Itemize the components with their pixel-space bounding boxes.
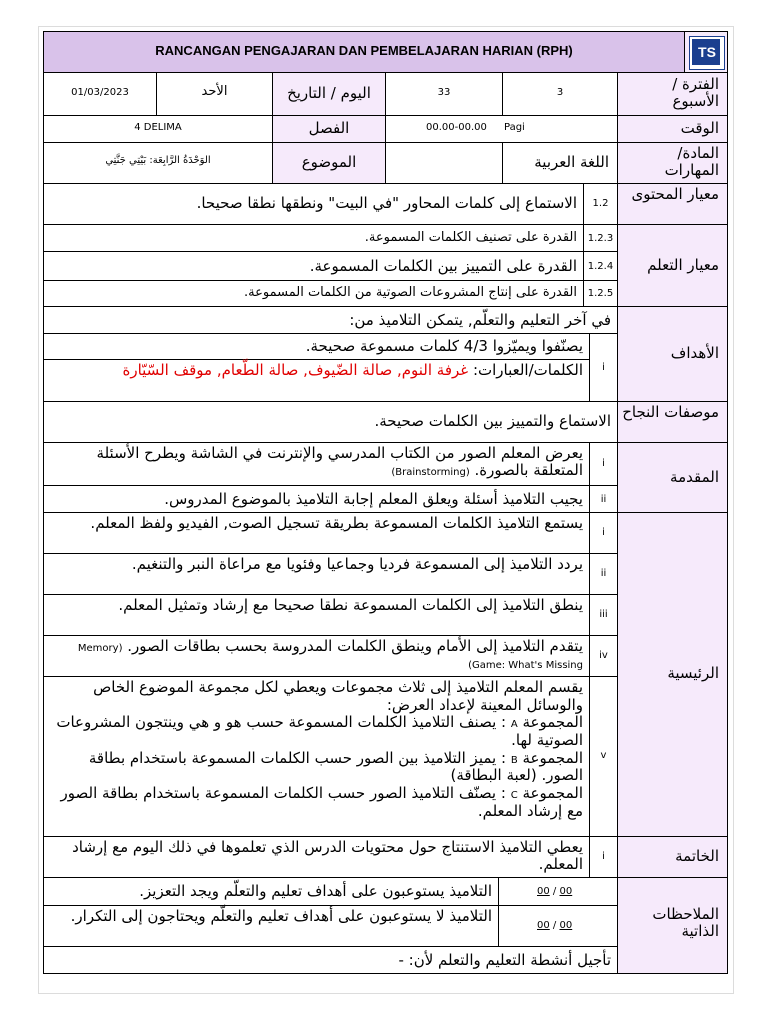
- objectives-words-cell: [43, 359, 590, 402]
- main-group-b-label: المجموعة: [522, 748, 583, 767]
- time-value-cell: [385, 115, 618, 143]
- reflection-label-cell: [617, 877, 728, 974]
- day-cell: [156, 72, 273, 116]
- page-title: RANCANGAN PENGAJARAN DAN PEMBELAJARAN HARIAN (RPH): [155, 43, 573, 58]
- reflection-row-1-text: التلاميذ يستوعبون على أهداف تعليم والتعلّم ويجد التعزيز.: [139, 882, 492, 900]
- main-item-4-text: يتقدم التلاميذ إلى الأمام وينطق الكلمات المدروسة بحسب بطاقات الصور.: [127, 637, 583, 655]
- class-label-cell: [272, 115, 386, 143]
- main-item-4-cell: [43, 635, 590, 677]
- class-label: الفصل: [308, 119, 350, 137]
- closing-text: يعطي التلاميذ الاستنتاج حول محتويات الدرس الذي تعلموها في ذلك اليوم مع إرشاد المعلم.: [72, 838, 583, 874]
- main-group-c: [48, 785, 583, 820]
- reflection-row-1-score: [537, 886, 572, 898]
- reflection-label: الملاحظات الذاتية: [652, 905, 719, 941]
- main-group-a-letter: A: [510, 719, 518, 731]
- reflection-row-2-text: التلاميذ لا يستوعبون على أهداف تعليم والتعلّم ويحتاجون إلى التكرار.: [70, 907, 492, 925]
- objectives-label: الأهداف: [670, 344, 719, 362]
- time-label-cell: [617, 115, 728, 143]
- learning-standard-row-1: [43, 224, 584, 252]
- subject-value-cell: [502, 142, 618, 184]
- main-item-4: [48, 638, 583, 673]
- week-value-2-cell: [502, 72, 618, 116]
- objectives-words-label: الكلمات/العبارات:: [472, 361, 583, 379]
- main-label: الرئيسية: [667, 664, 719, 682]
- main-num-1: i: [602, 527, 605, 538]
- reflection-row-2-text-cell: [43, 905, 499, 947]
- day-value: الأحد: [201, 84, 228, 99]
- main-group-a-label: المجموعة: [522, 713, 583, 732]
- topic-value: الوَحْدَةُ الرَّابِعَة: بَيْتِي جَنَّتِي: [105, 155, 211, 166]
- closing-label-cell: [617, 836, 728, 878]
- main-item-5-intro: يقسم المعلم التلاميذ إلى ثلاث مجموعات ويعطي لكل مجموعة الموضوع الخاص والوسائل المعينة لإعداد العرض:: [93, 678, 583, 714]
- main-num-4: iv: [599, 650, 608, 661]
- main-group-c-label: المجموعة: [522, 784, 583, 803]
- main-num-cell-4: [589, 635, 618, 677]
- content-standard-label: معيار المحتوى: [631, 185, 719, 203]
- main-num-2: ii: [600, 568, 607, 579]
- intro-item-2-cell: [43, 485, 590, 513]
- reflection-row-2-score-a: 00: [537, 920, 550, 931]
- postpone-cell: [43, 946, 618, 974]
- intro-num-cell-1: [589, 442, 618, 486]
- learning-standard-code-3: 1.2.5: [587, 288, 614, 299]
- main-item-3-text: ينطق التلاميذ إلى الكلمات المسموعة نطقا صحيحا مع إرشاد وتمثيل المعلم.: [118, 596, 583, 614]
- main-num-cell-3: [589, 594, 618, 636]
- intro-item-1-cell: [43, 442, 590, 486]
- main-item-1-cell: [43, 512, 590, 554]
- subject-label: المادة/ المهارات: [664, 144, 719, 180]
- objectives-num-cell: [589, 333, 618, 402]
- objectives-intro-cell: [43, 306, 618, 334]
- reflection-row-2-score: [537, 920, 572, 932]
- main-item-1-text: يستمع التلاميذ الكلمات المسموعة بطريقة تسجيل الصوت, الفيديو ولفظ المعلم.: [90, 514, 583, 532]
- school-logo-icon: [689, 36, 725, 70]
- closing-text-cell: [43, 836, 590, 878]
- closing-num-cell: [589, 836, 618, 878]
- main-item-3-cell: [43, 594, 590, 636]
- learning-standard-label: معيار التعلم: [647, 256, 719, 274]
- reflection-row-1-score-a: 00: [537, 886, 550, 897]
- main-item-5-cell: [43, 676, 590, 837]
- objectives-words: [48, 362, 583, 379]
- main-item-5: [48, 679, 583, 821]
- time-label: الوقت: [680, 119, 719, 137]
- intro-num-cell-2: [589, 485, 618, 513]
- main-group-c-letter: C: [510, 790, 518, 802]
- learning-standard-label-cell: [617, 224, 728, 307]
- main-group-a: [48, 714, 583, 749]
- reflection-row-2-score-b: 00: [559, 920, 573, 931]
- learning-standard-code-2: 1.2.4: [587, 261, 614, 272]
- intro-item-1-text: يعرض المعلم الصور من الكتاب المدرسي والإنترنت في الشاشة ويطرح الأسئلة المتعلقة بالصورة.: [96, 444, 583, 480]
- topic-value-cell: [43, 142, 273, 184]
- postpone-text: تأجيل أنشطة التعليم والتعلم لأن: -: [398, 951, 611, 969]
- objectives-item-number: i: [602, 362, 605, 373]
- intro-item-1: [48, 445, 583, 480]
- main-num-cell-2: [589, 553, 618, 595]
- subject-value: اللغة العربية: [534, 153, 609, 171]
- school-logo-text: TS: [698, 44, 716, 60]
- content-standard-code-cell: [583, 183, 618, 225]
- reflection-row-1-text-cell: [43, 877, 499, 906]
- success-criteria-text-cell: [43, 401, 618, 443]
- main-num-5: v: [600, 750, 607, 761]
- reflection-row-1-score-cell: [498, 877, 618, 906]
- learning-standard-code-cell-2: [583, 251, 618, 281]
- day-date-label: اليوم / التاريخ: [287, 84, 371, 102]
- time-value: 00.00-00.00: [426, 122, 487, 133]
- subject-label-cell: [617, 142, 728, 184]
- learning-standard-code-1: 1.2.3: [587, 233, 614, 244]
- learning-standard-text-1: القدرة على تصنيف الكلمات المسموعة.: [364, 230, 577, 245]
- main-group-a-text: : يصنف التلاميذ الكلمات المسموعة حسب هو و هي وينتجون المشروعات الصوتية لها.: [56, 713, 583, 750]
- week-value-1-cell: [385, 72, 503, 116]
- reflection-row-2-sep: /: [552, 920, 557, 931]
- intro-num-1: i: [602, 458, 605, 469]
- intro-label: المقدمة: [670, 468, 719, 486]
- day-date-label-cell: [272, 72, 386, 116]
- content-standard-code: 1.2: [592, 198, 609, 209]
- intro-item-1-note: (Brainstorming): [391, 467, 470, 479]
- main-group-b: [48, 750, 583, 785]
- success-criteria-label-cell: [617, 401, 728, 443]
- objectives-item-cell: [43, 333, 590, 360]
- topic-label: الموضوع: [301, 153, 357, 171]
- week-label: الفترة / الأسبوع: [672, 75, 719, 111]
- week-value-2: 3: [556, 87, 564, 98]
- intro-label-cell: [617, 442, 728, 513]
- success-criteria-text: الاستماع والتمييز بين الكلمات صحيحة.: [374, 412, 611, 430]
- main-group-c-text: : يصنّف التلاميذ الصور حسب الكلمات المسموعة باستخدام بطاقة الصور مع إرشاد المعلم.: [60, 784, 583, 820]
- main-item-2-cell: [43, 553, 590, 595]
- objectives-item-text: يصنّفوا ويميّزوا 4/3 كلمات مسموعة صحيحة.: [305, 337, 583, 355]
- reflection-row-1-sep: /: [552, 886, 557, 897]
- main-item-2-text: يردد التلاميذ إلى المسموعة فرديا وجماعيا وفئويا مع مراعاة النبر والتنغيم.: [131, 555, 583, 573]
- main-item-4-note: (Memory Game: What's Missing): [77, 643, 583, 672]
- content-standard-label-cell: [617, 183, 728, 225]
- learning-standard-text-3: القدرة على إنتاج المشروعات الصوتية من الكلمات المسموعة.: [244, 285, 577, 300]
- week-label-cell: [617, 72, 728, 116]
- objectives-label-cell: [617, 306, 728, 402]
- reflection-row-1-score-b: 00: [559, 886, 573, 897]
- content-standard-text: الاستماع إلى كلمات المحاور "في البيت" ونطقها نطقا صحيحا.: [196, 194, 577, 212]
- date-value: 01/03/2023: [71, 87, 129, 98]
- closing-label: الخاتمة: [675, 847, 719, 865]
- main-num-cell-1: [589, 512, 618, 554]
- intro-num-2: ii: [600, 494, 607, 505]
- class-value-cell: [43, 115, 273, 143]
- learning-standard-text-2: القدرة على التمييز بين الكلمات المسموعة.: [309, 257, 577, 275]
- class-value: 4 DELIMA: [134, 122, 182, 133]
- learning-standard-code-cell-1: [583, 224, 618, 252]
- time-session: Pagi: [504, 122, 525, 133]
- main-num-3: iii: [599, 609, 608, 620]
- main-num-cell-5: [589, 676, 618, 837]
- content-standard-text-cell: [43, 183, 584, 225]
- main-group-b-text: : يميز التلاميذ بين الصور حسب الكلمات المسموعة باستخدام بطاقة الصور. (لعبة البطاقة): [88, 748, 583, 785]
- main-label-cell: [617, 512, 728, 837]
- topic-label-cell: [272, 142, 386, 184]
- main-group-b-letter: B: [510, 754, 518, 766]
- intro-item-2-text: يجيب التلاميذ أسئلة ويعلق المعلم إجابة التلاميذ بالموضوع المدروس.: [164, 490, 583, 508]
- reflection-row-2-score-cell: [498, 905, 618, 947]
- learning-standard-row-3: [43, 280, 584, 307]
- header-title-cell: [43, 31, 685, 73]
- learning-standard-row-2: [43, 251, 584, 281]
- closing-num: i: [602, 851, 605, 862]
- learning-standard-code-cell-3: [583, 280, 618, 307]
- week-value-1: 33: [437, 87, 451, 98]
- success-criteria-label: موصفات النجاح: [622, 403, 719, 421]
- date-cell: [43, 72, 157, 116]
- logo-cell: [684, 31, 728, 73]
- objectives-intro: في آخر التعليم والتعلّم, يتمكن التلاميذ من:: [349, 311, 611, 329]
- objectives-words-value: غرفة النوم, صالة الضّيوف, صالة الطّعام, موقف السّيّارة: [122, 361, 469, 379]
- subject-value-cell-empty: [385, 142, 503, 184]
